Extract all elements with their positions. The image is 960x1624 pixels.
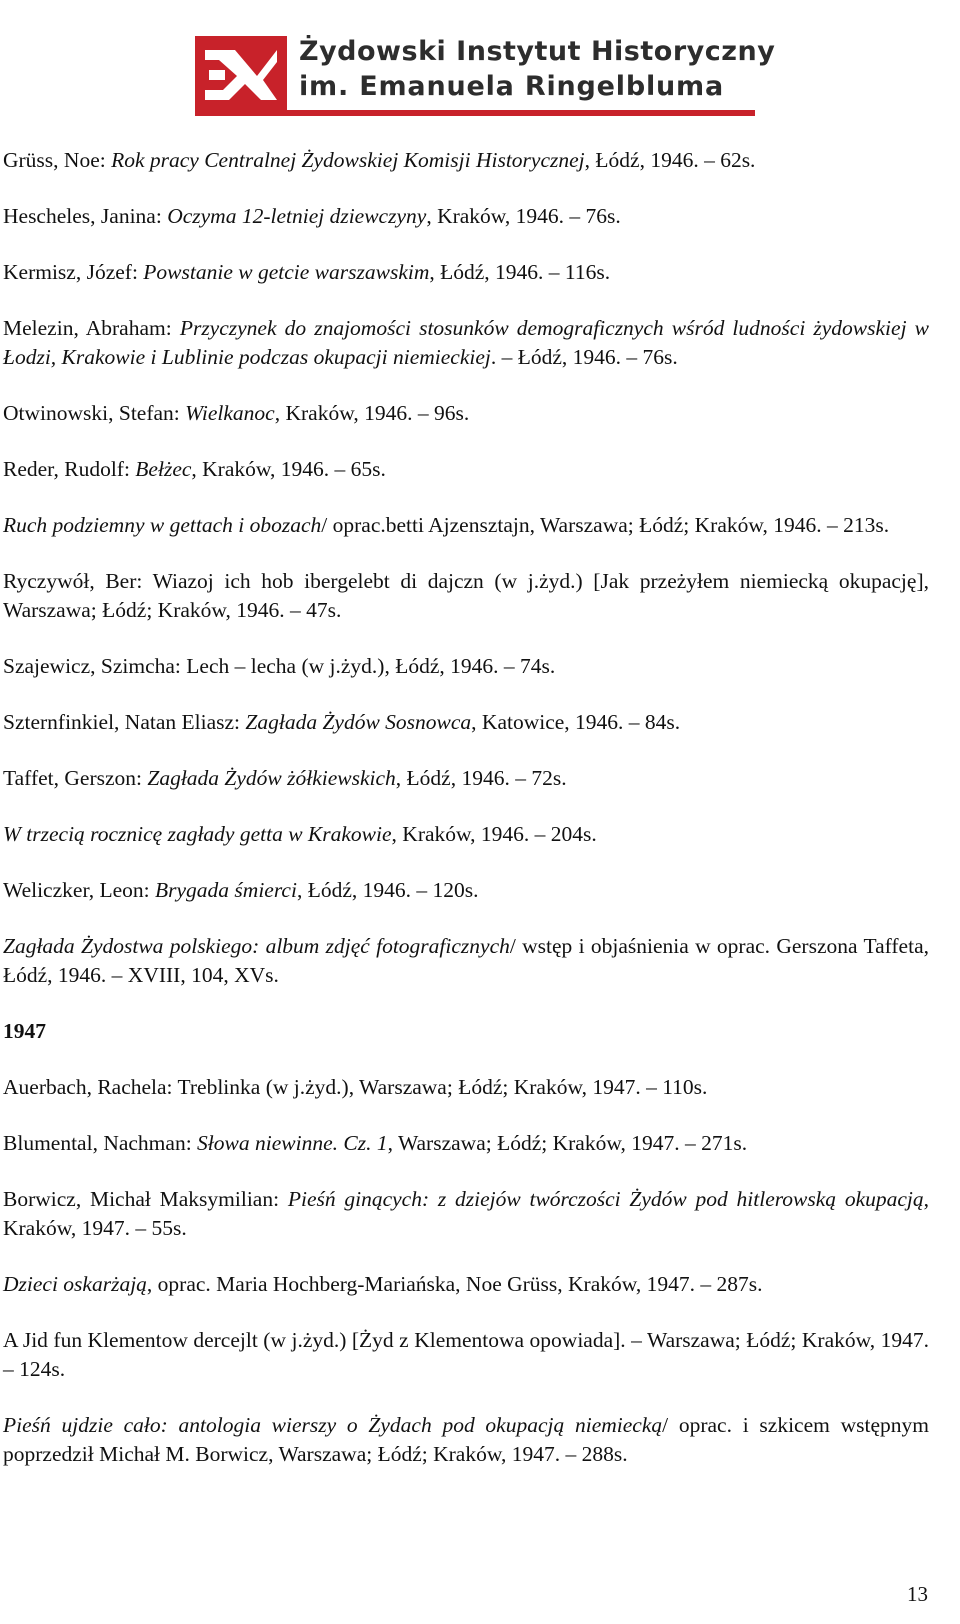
institute-name <box>299 34 776 104</box>
entry-text: , Łódź, 1946. – 72s. <box>395 766 567 790</box>
entry-text: Auerbach, Rachela: Treblinka (w j.żyd.), Warszawa; Łódź; Kraków, 1947. – 110s. <box>3 1075 708 1099</box>
bibliography-entry <box>3 258 929 287</box>
bibliography-entry <box>3 1270 929 1299</box>
entry-title-italic: Zagłada Żydów żółkiewskich <box>147 766 396 790</box>
entry-text: , Łódź, 1946. – 116s. <box>429 260 611 284</box>
entry-text: Reder, Rudolf: <box>3 457 136 481</box>
entry-title-italic: Oczyma 12-letniej dziewczyny <box>167 204 427 228</box>
entry-text: A Jid fun Klementow dercejlt (w j.żyd.) [Żyd z Klementowa opowiada]. – Warszawa; Łódź; Kraków, 1947. – 124s. <box>3 1328 929 1381</box>
bibliography-list <box>3 146 929 1496</box>
entry-title-italic: Ruch podziemny w gettach i obozach <box>3 513 322 537</box>
entry-title-italic: Bełżec <box>135 457 192 481</box>
institute-name-line1: Żydowski Instytut Historyczny <box>299 36 776 67</box>
entry-text: / wstęp i objaśnienia w oprac. Gerszona Taffeta, Łódź, 1946. – XVIII, 104, XVs. <box>3 934 929 987</box>
entry-text: Otwinowski, Stefan: <box>3 401 186 425</box>
entry-text: . – Łódź, 1946. – 76s. <box>490 345 678 369</box>
entry-text: Melezin, Abraham: <box>3 316 180 340</box>
entry-text: , Kraków, 1946. – 204s. <box>391 822 597 846</box>
bibliography-entry <box>3 146 929 175</box>
entry-title-italic: W trzecią rocznicę zagłady getta w Krakowie <box>3 822 392 846</box>
bibliography-entry <box>3 1185 929 1243</box>
entry-text: / oprac.betti Ajzensztajn, Warszawa; Łódź; Kraków, 1946. – 213s. <box>321 513 890 537</box>
entry-text: , Katowice, 1946. – 84s. <box>471 710 681 734</box>
entry-text: Szajewicz, Szimcha: Lech – lecha (w j.żyd.), Łódź, 1946. – 74s. <box>3 654 556 678</box>
entry-title-italic: Zagłada Żydów Sosnowca <box>245 710 472 734</box>
entry-text: / oprac. i szkicem wstępnym poprzedził Michał M. Borwicz, Warszawa; Łódź; Kraków, 1947. – 288s. <box>3 1413 929 1466</box>
bibliography-entry <box>3 1073 929 1102</box>
entry-title-italic: Pieśń ujdzie cało: antologia wierszy o Żydach pod okupacją niemiecką <box>3 1413 663 1437</box>
entry-text: Weliczker, Leon: <box>3 878 156 902</box>
bibliography-entry <box>3 708 929 737</box>
institute-name-line2: im. Emanuela Ringelbluma <box>299 71 724 102</box>
page-number: 13 <box>907 1582 928 1606</box>
entry-title-italic: Pieśń ginących: z dziejów twórczości Żydów pod hitlerowską okupacją <box>287 1187 924 1211</box>
bibliography-entry <box>3 876 929 905</box>
entry-text: Taffet, Gerszon: <box>3 766 148 790</box>
entry-title-italic: Słowa niewinne. Cz. 1 <box>197 1131 388 1155</box>
year-heading: 1947 <box>3 1019 46 1043</box>
bibliography-entry <box>3 455 929 484</box>
bibliography-entry <box>3 1411 929 1469</box>
bibliography-entry <box>3 314 929 372</box>
entry-title-italic: Rok pracy Centralnej Żydowskiej Komisji Historycznej <box>111 148 585 172</box>
bibliography-entry <box>3 567 929 625</box>
entry-text: , Kraków, 1946. – 65s. <box>191 457 386 481</box>
bibliography-entry <box>3 1129 929 1158</box>
bibliography-entry <box>3 820 929 849</box>
entry-text: Kermisz, Józef: <box>3 260 144 284</box>
bibliography-entry <box>3 1326 929 1384</box>
entry-text: Hescheles, Janina: <box>3 204 168 228</box>
entry-text: Borwicz, Michał Maksymilian: <box>3 1187 288 1211</box>
entry-text: , oprac. Maria Hochberg-Mariańska, Noe Grüss, Kraków, 1947. – 287s. <box>146 1272 763 1296</box>
entry-title-italic: Przyczynek do znajomości stosunków demograficznych wśród ludności żydowskiej w Łodzi, Krakowie i Lublinie podczas okupacji niemieckiej <box>3 316 929 369</box>
bibliography-entry <box>3 399 929 428</box>
bibliography-entry <box>3 764 929 793</box>
institute-logo-icon <box>195 36 287 114</box>
entry-title-italic: Wielkanoc <box>185 401 275 425</box>
bibliography-entry <box>3 932 929 990</box>
entry-text: Grüss, Noe: <box>3 148 112 172</box>
entry-title-italic: Dzieci oskarżają <box>3 1272 147 1296</box>
page-header <box>195 30 776 120</box>
entry-title-italic: Powstanie w getcie warszawskim <box>143 260 430 284</box>
entry-text: , Kraków, 1946. – 96s. <box>274 401 470 425</box>
entry-text: , Kraków, 1947. – 55s. <box>3 1187 930 1240</box>
bibliography-entry <box>3 511 929 540</box>
header-rule <box>195 110 755 116</box>
entry-title-italic: Brygada śmierci <box>155 878 297 902</box>
entry-text: , Łódź, 1946. – 62s. <box>584 148 756 172</box>
entry-text: Blumental, Nachman: <box>3 1131 198 1155</box>
entry-text: Szternfinkiel, Natan Eliasz: <box>3 710 246 734</box>
bibliography-entry <box>3 652 929 681</box>
entry-text: , Kraków, 1946. – 76s. <box>426 204 621 228</box>
entry-title-italic: Zagłada Żydostwa polskiego: album zdjęć fotograficznych <box>3 934 510 958</box>
bibliography-entry <box>3 202 929 231</box>
entry-text: , Warszawa; Łódź; Kraków, 1947. – 271s. <box>387 1131 748 1155</box>
entry-text: Ryczywół, Ber: Wiazoj ich hob ibergelebt di dajczn (w j.żyd.) [Jak przeżyłem niemiecką okupację], Warszawa; Łódź; Kraków, 1946. – 47s. <box>3 569 929 622</box>
entry-text: , Łódź, 1946. – 120s. <box>296 878 479 902</box>
